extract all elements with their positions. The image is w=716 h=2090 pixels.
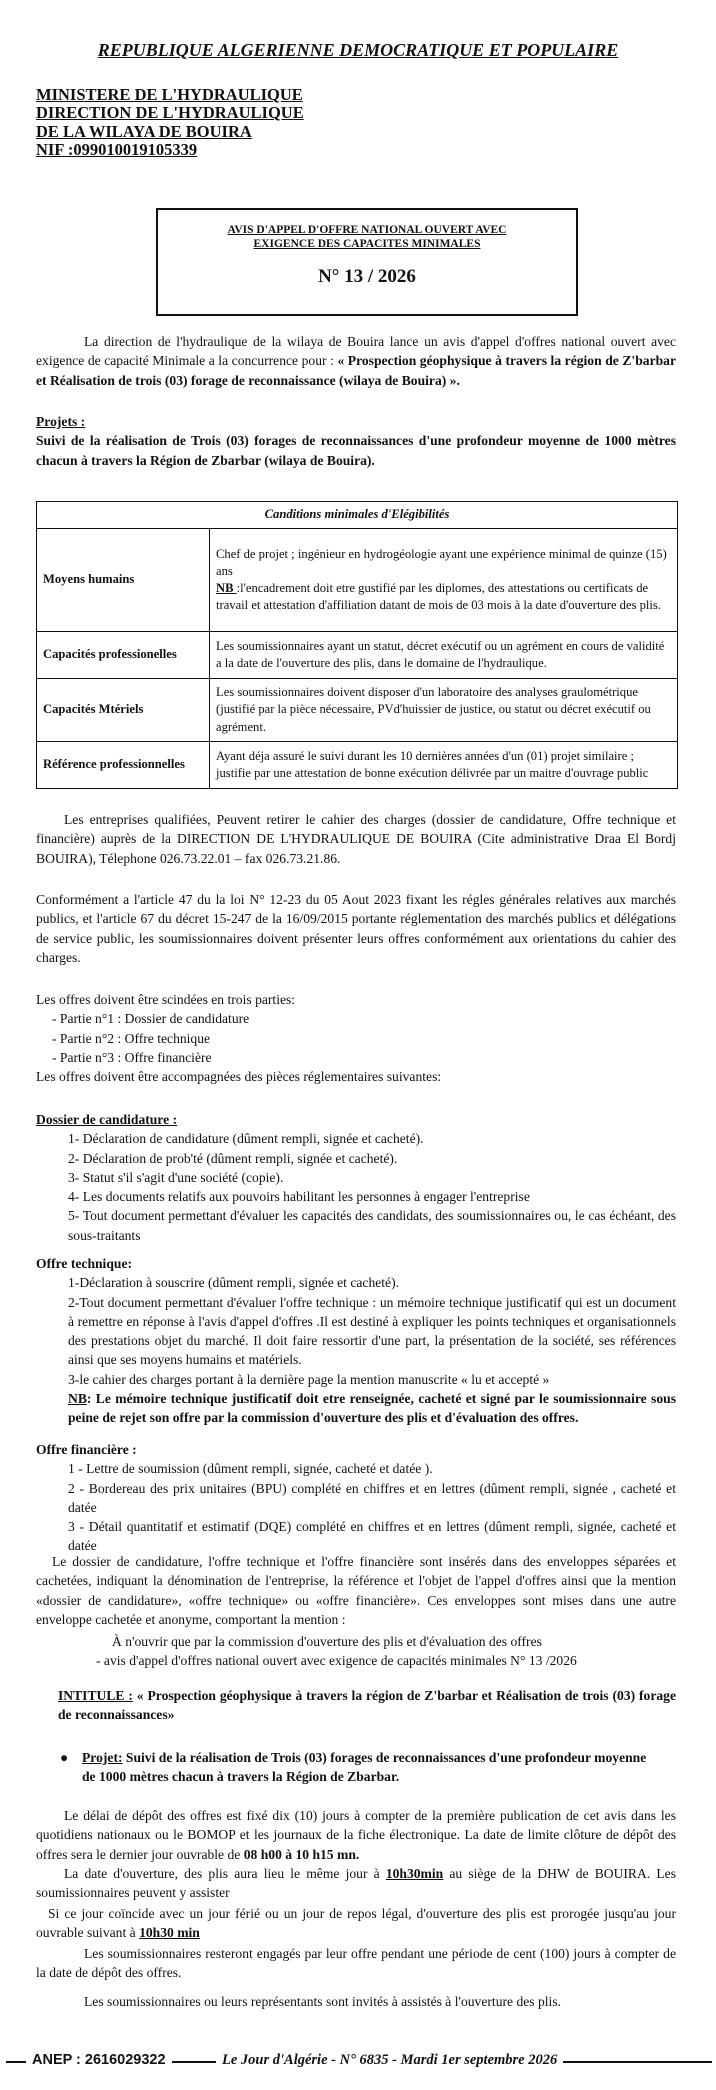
- list-item: 3- Statut s'il s'agit d'une société (copie).: [68, 1169, 284, 1185]
- wilaya-name: DE LA WILAYA DE BOUIRA: [36, 121, 252, 141]
- table-row: [37, 742, 678, 789]
- row-content: Ayant déja assuré le suivi durant les 10 dernières années d'un (01) projet similaire ; justifie par une attestation de bonne exécution délivrée par un maitre d'ouvrage public: [210, 742, 678, 789]
- projets-text: Suivi de la réalisation de Trois (03) forages de reconnaissances d'une profondeur moyenne de 1000 mètres chacun à travers la Région de Zbarbar (wilaya de Bouira).: [36, 433, 676, 468]
- table-header-row: [37, 502, 678, 529]
- envelope-mention: [96, 1632, 696, 1671]
- list-item: 5- Tout document permettant d'évaluer les capacités des candidats, des soumissionnaires ou, le cas échéant, des sous-traitants: [68, 1208, 676, 1243]
- technique-section: [36, 1254, 676, 1428]
- ferie-paragraph: [36, 1904, 676, 1943]
- publication-info: Le Jour d'Algérie - N° 6835 - Mardi 1er septembre 2026: [216, 2050, 563, 2071]
- list-item: 2-Tout document permettant d'évaluer l'offre technique : un mémoire technique justificatif qui est un document à remettre en réponse à l'avis d'appel d'offres .Il est destiné à expliquer les points techniques et organisationnels des prestations objet du marché. Il doit faire ressortir d'une part, la présentation de la société, ses références ainsi que ses moyens humains et matériels.: [68, 1294, 676, 1368]
- row-text: Chef de projet ; ingénieur en hydrogéologie ayant une expérience minimal de quinze (15) ans: [216, 546, 667, 578]
- anep-reference: ANEP : 2616029322: [26, 2050, 172, 2071]
- engages-paragraph: Les soumissionnaires resteront engagés par leur offre pendant une période de cent (100) jours à compter de la date de dépôt des offres.: [36, 1946, 676, 1981]
- list-item: 2 - Bordereau des prix unitaires (BPU) complété en chiffres et en lettres (dûment rempli, signée , cacheté et datée: [68, 1480, 676, 1515]
- row-label: Capacités professionelles: [37, 632, 210, 679]
- delai-paragraph: [36, 1806, 676, 1864]
- parties-section: [36, 990, 676, 1086]
- intro-paragraph: [36, 332, 676, 390]
- conformement-paragraph: Conformément a l'article 47 du la loi N° 12-23 du 05 Aout 2023 fixant les régles générales relatives aux marchés publics, et l'article 67 du décret 15-247 de la 16/09/2015 portante réglementation des marchés publics et délégations de service public, les soumissionnaires doivent présenter leurs offres conformément aux orientations du cahier des charges.: [36, 892, 676, 965]
- row-label: Capacités Mtériels: [37, 679, 210, 742]
- financiere-title: Offre financière :: [36, 1442, 137, 1457]
- intitule-text: « Prospection géophysique à travers la région de Z'barbar et Réalisation de trois (03) forage de reconnaissances»: [58, 1688, 676, 1723]
- dossier-section: [36, 1110, 676, 1245]
- conditions-table: [36, 501, 678, 789]
- nb-label: NB: [216, 581, 237, 595]
- retrait-paragraph: Les entreprises qualifiées, Peuvent retirer le cahier des charges (dossier de candidature, Offre technique et financière) auprès de la DIRECTION DE L'HYDRAULIQUE DE BOUIRA (Cite administrative Draa El Bordj BOUIRA), Télephone 026.73.22.01 – fax 026.73.21.86.: [36, 812, 676, 866]
- ouverture-time: 10h30min: [385, 1866, 444, 1881]
- row-content: Les soumissionnaires ayant un statut, décret exécutif ou un agrément en cours de validité a la date de l'ouverture des plis, dans le domaine de l'hydraulique.: [210, 632, 678, 679]
- row-label: Moyens humains: [37, 529, 210, 632]
- list-item: 1 - Lettre de soumission (dûment rempli, signée, cacheté et datée ).: [68, 1461, 433, 1477]
- conditions-title: Canditions minimales d'Elégibilités: [37, 502, 678, 529]
- delai-text: Le délai de dépôt des offres est fixé dix (10) jours à compter de la première publication de cet avis dans les quotidiens nationaux ou le BOMOP et les journaux de la fiche électronique. La date de limite clôture de dépôt des offres sera le dernier jour ouvrable de: [36, 1808, 676, 1862]
- list-item: - Partie n°1 : Dossier de candidature: [52, 1011, 250, 1027]
- table-row: [37, 632, 678, 679]
- projets-section: [36, 412, 676, 470]
- row-content: Les soumissionnaires doivent disposer d'un laboratoire des analyses graulométrique (justifié par la pièce nécessaire, PVd'huissier de justice, ou statut ou décret exécutif ou agrément.: [210, 679, 678, 742]
- financiere-section: [36, 1440, 676, 1556]
- direction-name: DIRECTION DE L'HYDRAULIQUE: [36, 103, 304, 123]
- dossier-title: Dossier de candidature :: [36, 1112, 178, 1127]
- row-label: Référence professionnelles: [37, 742, 210, 789]
- ouverture-paragraph: [36, 1864, 676, 1903]
- notice-title-box: [156, 208, 578, 316]
- republic-header: REPUBLIQUE ALGERIENNE DEMOCRATIQUE ET POPULAIRE: [97, 40, 619, 60]
- intro-subject: « Prospection géophysique à travers la région de Z'barbar et Réalisation de trois (03) forage de reconnaissance (wilaya de Bouira) ».: [36, 353, 676, 388]
- table-row: [37, 679, 678, 742]
- ouverture-text: La date d'ouverture, des plis aura lieu le même jour à: [64, 1866, 386, 1881]
- enveloppes-paragraph: Le dossier de candidature, l'offre technique et l'offre financière sont insérés dans des enveloppes séparées et cachetées, indiquant la dénomination de l'entreprise, la référence et l'objet de l'appel d'offres ainsi que la mention «dossier de candidature», «offre technique» ou «offre financière». Ces enveloppes sont mises dans une autre enveloppe cachetée et anonyme, comportant la mention :: [36, 1554, 676, 1627]
- notice-number: N° 13 / 2026: [318, 265, 416, 287]
- technique-title: Offre technique:: [36, 1256, 133, 1271]
- projets-label: Projets :: [36, 414, 86, 429]
- mention-line: À n'ouvrir que par la commission d'ouverture des plis et d'évaluation des offres: [112, 1634, 542, 1649]
- ouverture-text: au siège de la DHW de BOUIRA. Les soumissionnaires peuvent y assister: [36, 1866, 676, 1901]
- intitule-label: INTITULE :: [58, 1688, 133, 1703]
- list-item: - Partie n°2 : Offre technique: [52, 1030, 211, 1046]
- intro-text: La direction de l'hydraulique de la wilaya de Bouira lance un avis d'appel d'offres national ouvert avec exigence de capacité Minimale a la concurrence pour :: [36, 334, 676, 369]
- notice-title-line: AVIS D'APPEL D'OFFRE NATIONAL OUVERT AVEC: [227, 224, 507, 236]
- issuer-block: [36, 86, 304, 160]
- nb-text: :l'encadrement doit etre gustifié par les diplomes, des attestations ou certificats de travail et attestation d'affiliation datant de mois de 03 mois à la date d'ouverture des plis.: [216, 581, 661, 613]
- projet-label: Projet:: [82, 1750, 123, 1765]
- projet-bullet: [60, 1748, 660, 1787]
- list-item: 1-Déclaration à souscrire (dûment rempli, signée et cacheté).: [68, 1275, 400, 1291]
- ferie-text: Si ce jour coïncide avec un jour férié ou un jour de repos légal, d'ouverture des plis est prorogée jusqu'au jour ouvrable suivant à: [36, 1906, 676, 1941]
- list-item: 4- Les documents relatifs aux pouvoirs habilitant les personnes à engager l'entreprise: [68, 1189, 530, 1205]
- list-item: 3-le cahier des charges portant à la dernière page la mention manuscrite « lu et accepté »: [68, 1371, 550, 1387]
- row-content: [210, 529, 678, 632]
- footer: [6, 2050, 712, 2074]
- ministry-name: MINISTERE DE L'HYDRAULIQUE: [36, 85, 303, 104]
- notice-title-line: EXIGENCE DES CAPACITES MINIMALES: [253, 237, 481, 250]
- list-item: 1- Déclaration de candidature (dûment rempli, signée et cacheté).: [68, 1131, 424, 1147]
- notice-title: [158, 224, 576, 252]
- list-item: 3 - Détail quantitatif et estimatif (DQE) complété en chiffres et en lettres (dûment rempli, signée, cacheté et datée: [68, 1519, 676, 1554]
- invites-paragraph: Les soumissionnaires ou leurs représentants sont invités à assistés à l'ouverture des plis.: [84, 1994, 562, 2009]
- list-item: 2- Déclaration de prob'té (dûment rempli, signée et cacheté).: [68, 1150, 398, 1166]
- bullet-icon: ●: [60, 1750, 69, 1765]
- ferie-time: 10h30 min: [139, 1925, 200, 1941]
- list-item: - Partie n°3 : Offre financière: [52, 1049, 212, 1065]
- parties-intro: Les offres doivent être scindées en trois parties:: [36, 992, 296, 1007]
- nb-label: NB: [68, 1391, 87, 1407]
- nb-text: : Le mémoire technique justificatif doit etre renseignée, cacheté et signé par le soumissionnaire sous peine de rejet son offre par la commission d'ouverture des plis et d'évaluation des offres.: [68, 1391, 676, 1426]
- intitule-section: [36, 1686, 676, 1725]
- mention-line: - avis d'appel d'offres national ouvert avec exigence de capacités minimales N° 13 /2026: [96, 1653, 577, 1669]
- parties-accompagnees: Les offres doivent être accompagnées des pièces réglementaires suivantes:: [36, 1069, 442, 1085]
- nif-number: NIF :099010019105339: [36, 140, 198, 160]
- table-row: [37, 529, 678, 632]
- projet-text: Suivi de la réalisation de Trois (03) forages de reconnaissances d'une profondeur moyenne de 1000 mètres chacun à travers la Région de Zbarbar.: [82, 1750, 647, 1785]
- delai-hours: 08 h00 à 10 h15 mn.: [243, 1846, 360, 1862]
